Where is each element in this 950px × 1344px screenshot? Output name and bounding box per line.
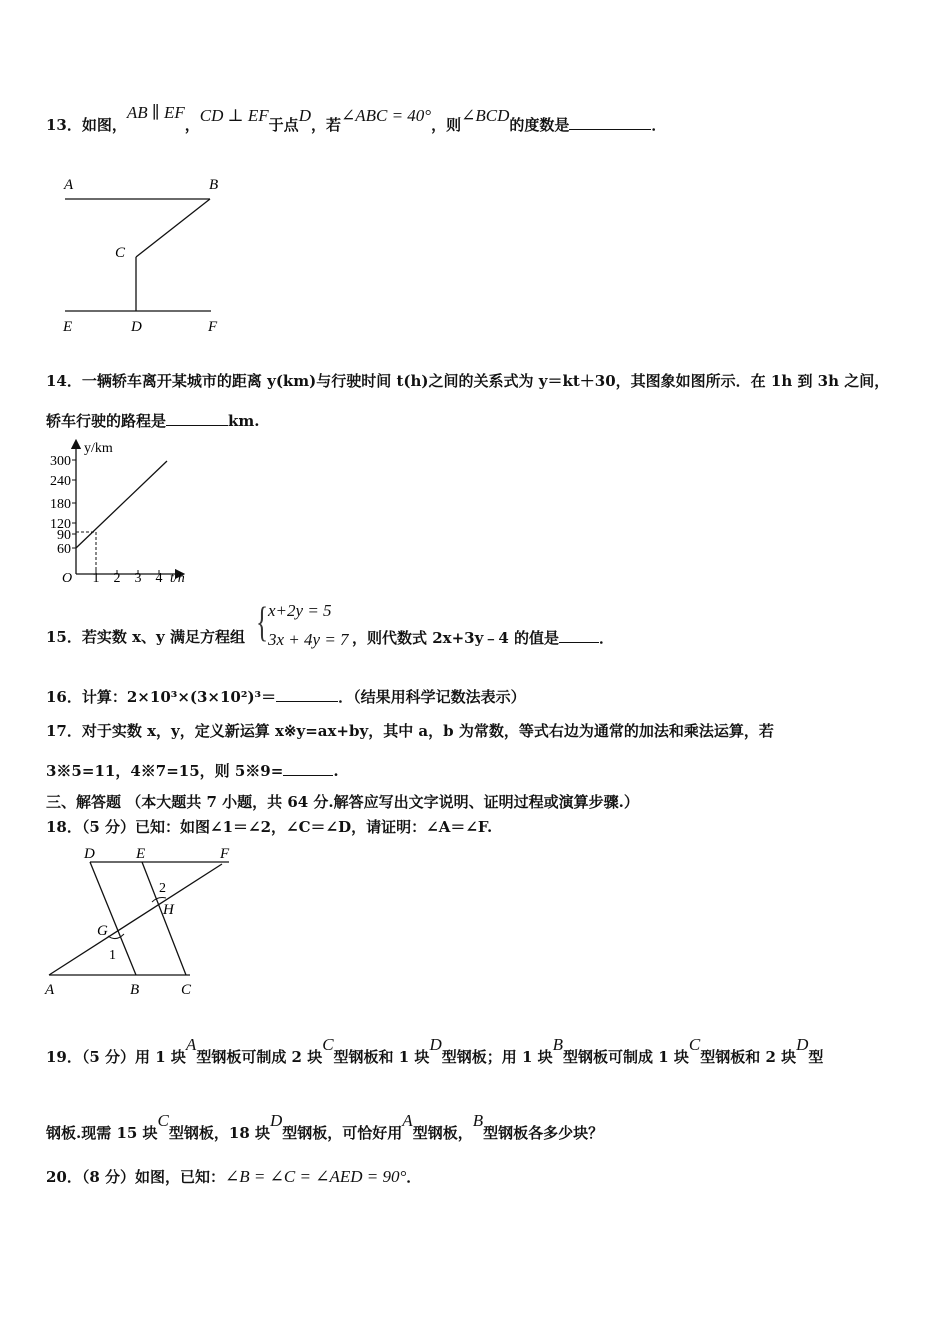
q17-line2: 3※5=11，4※7=15，则 5※9= .: [46, 762, 339, 780]
label-e: E: [136, 846, 146, 862]
label-2: 2: [159, 881, 166, 896]
y-tick-label: 90: [57, 528, 71, 543]
label-h: H: [163, 902, 174, 918]
x-tick-label: 4: [155, 571, 163, 586]
function-line: [76, 461, 167, 548]
label-b: B: [209, 177, 219, 193]
line-af: [49, 864, 222, 975]
math-ab-parallel-ef: AB ∥ EF: [126, 103, 185, 122]
brace-symbol: {: [256, 600, 269, 646]
answer-blank: [276, 686, 338, 702]
label-g: G: [97, 923, 108, 939]
x-axis-label: t/h: [170, 571, 185, 586]
answer-blank: [569, 114, 651, 130]
line-ec: [142, 862, 186, 975]
y-axis-label: y/km: [84, 441, 113, 456]
answer-blank: [559, 627, 599, 643]
q20-text: 20．（8 分）如图，已知：∠B = ∠C = ∠AED = 90°．: [46, 1167, 422, 1186]
label-d: D: [84, 846, 95, 862]
y-tick-label: 180: [50, 497, 71, 512]
q19-line2: 钢板.现需 15 块C型钢板，18 块D型钢板，可恰好用A型钢板，B型钢板各多少块？: [46, 1111, 604, 1142]
y-tick-label: 300: [50, 454, 71, 469]
q15-text-a: 15．若实数 x、y 满足方程组: [46, 628, 245, 646]
q14-graph: [40, 436, 200, 588]
label-c: C: [181, 982, 192, 998]
q15-text-b: ，则代数式 2x+3y﹣4 的值是 ．: [352, 629, 614, 647]
q18-figure: [40, 842, 240, 1002]
y-tick-label: 240: [50, 474, 71, 489]
math-cd-perp-ef: CD ⊥ EF: [199, 106, 269, 125]
q14-line2: 轿车行驶的路程是 km.: [46, 412, 260, 430]
label-f: F: [208, 319, 218, 335]
q18-text: 18．（5 分）已知：如图∠1＝∠2，∠C＝∠D，请证明：∠A＝∠F.: [46, 818, 493, 836]
q19-line1: 19．（5 分）用 1 块A型钢板可制成 2 块C型钢板和 1 块D型钢板；用 1 块B型钢板可制成 1 块C型钢板和 2 块D型: [46, 1035, 824, 1066]
x-tick-label: 1: [92, 571, 100, 586]
math-angle-abc: ∠ABC = 40°: [340, 106, 432, 125]
label-1: 1: [109, 948, 116, 963]
q16-text: 16．计算：2×10³×(3×10²)³＝ ．（结果用科学记数法表示）: [46, 688, 526, 706]
answer-blank: [283, 760, 333, 776]
math-angle-bcd: ∠BCD: [461, 106, 510, 125]
label-d: D: [131, 319, 142, 335]
x-tick-label: 3: [134, 571, 142, 586]
label-f: F: [220, 846, 230, 862]
equation-1: x+2y = 5: [268, 601, 332, 620]
label-a: A: [64, 177, 74, 193]
label-a: A: [45, 982, 55, 998]
q14-line1: 14．一辆轿车离开某城市的距离 y(km)与行驶时间 t(h)之间的关系式为 y＝kt＋30，其图象如图所示．在 1h 到 3h 之间，: [46, 372, 890, 390]
math-d: D: [298, 106, 311, 125]
label-c: C: [115, 245, 126, 261]
math-angles: ∠B = ∠C = ∠AED = 90°: [225, 1167, 407, 1186]
q13-figure: [55, 170, 235, 340]
line-bc: [136, 199, 210, 257]
equation-2: 3x + 4y = 7: [268, 630, 349, 649]
answer-blank: [166, 410, 228, 426]
label-b: B: [130, 982, 140, 998]
q17-line1: 17．对于实数 x，y，定义新运算 x※y=ax+by，其中 a，b 为常数，等式右边为通常的加法和乘法运算，若: [46, 722, 774, 740]
y-tick-label: 120: [50, 517, 71, 532]
label-e: E: [63, 319, 73, 335]
y-tick-label: 60: [57, 542, 71, 557]
x-tick-label: 2: [113, 571, 121, 586]
section-3-heading: 三、解答题 （本大题共 7 小题，共 64 分.解答应写出文字说明、证明过程或演算步骤.）: [46, 793, 639, 811]
origin-label: O: [62, 571, 73, 586]
q13-text: 13．如图，AB ∥ EF，CD ⊥ EF于点D，若∠ABC = 40°，则∠BCD的度数是 ．: [46, 103, 667, 134]
